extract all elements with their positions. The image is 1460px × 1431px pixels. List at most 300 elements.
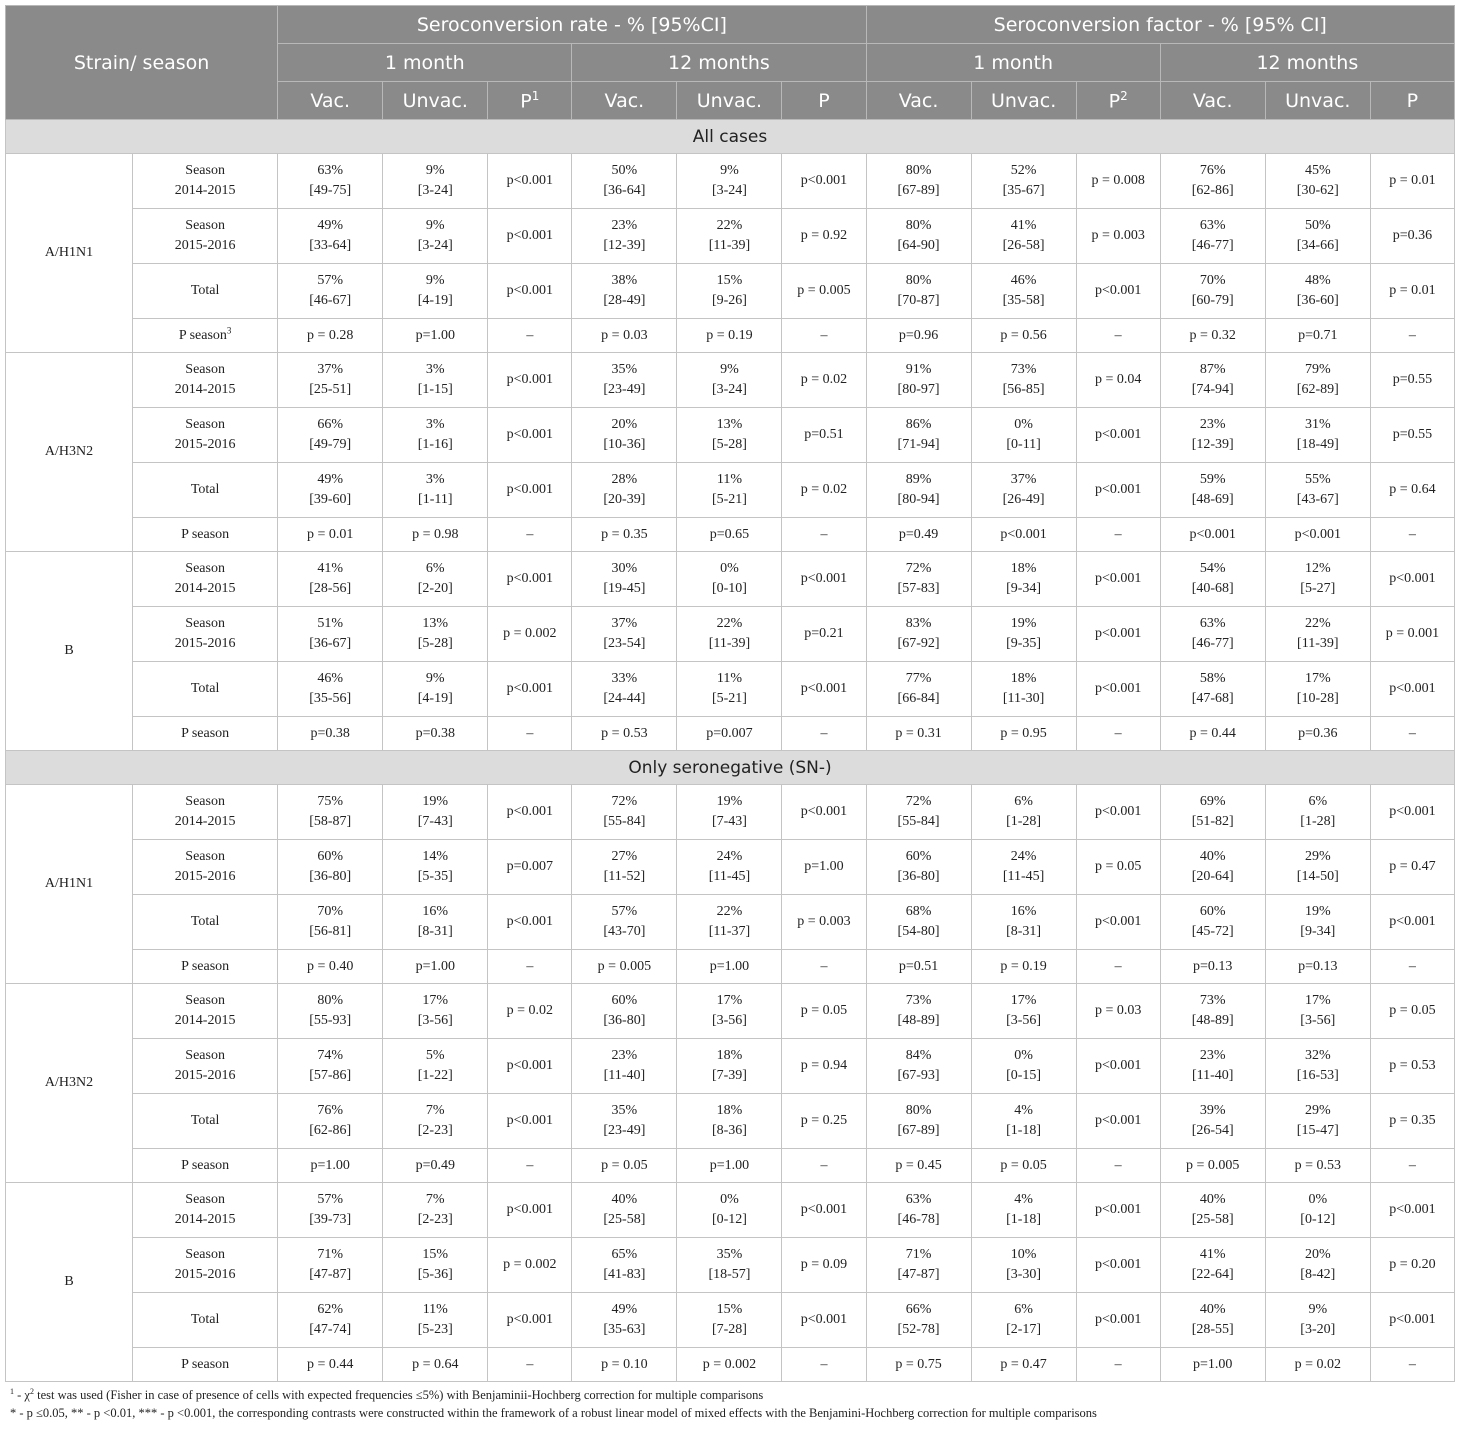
cell-value: 4% (1014, 1192, 1033, 1207)
cell-ci: [1-15] (417, 382, 453, 397)
p-value-cell (1076, 518, 1160, 552)
strain-label: B (6, 1183, 133, 1382)
table-row (6, 984, 1455, 1039)
table-row (6, 1094, 1455, 1149)
p-value-cell (488, 518, 572, 552)
col-p-header: P (782, 82, 866, 120)
cell-value: – (1408, 327, 1416, 343)
cell-value: p = 0.04 (1094, 372, 1142, 387)
table-row (6, 463, 1455, 518)
cell-ci: [11-40] (1191, 1068, 1234, 1083)
cell-ci: [48-89] (1191, 1013, 1234, 1028)
cell-ci: [12-39] (1191, 437, 1234, 452)
value-cell (278, 1039, 383, 1094)
p-value-cell (488, 895, 572, 950)
value-cell (866, 1238, 971, 1293)
value-cell (572, 950, 677, 984)
cell-value: p = 0.003 (1091, 228, 1145, 243)
cell-value: p<0.001 (506, 283, 554, 298)
cell-value: – (820, 1157, 828, 1173)
value-cell (866, 319, 971, 353)
value-cell (572, 895, 677, 950)
cell-value: p = 0.01 (1389, 283, 1436, 298)
cell-value: 62% (317, 1302, 344, 1317)
cell-value: p<0.001 (1294, 526, 1341, 542)
row-label (133, 984, 278, 1039)
cell-ci: [36-80] (897, 869, 940, 884)
value-cell (971, 264, 1076, 319)
cell-value: 73% (1199, 993, 1226, 1008)
cell-value: p<0.001 (506, 681, 554, 696)
value-cell (278, 662, 383, 717)
cell-value: 23% (611, 1048, 638, 1063)
cell-value: p<0.001 (506, 1312, 554, 1327)
cell-value: 3% (425, 417, 445, 432)
cell-value: – (526, 1157, 534, 1173)
value-cell (278, 950, 383, 984)
p-value-cell (782, 552, 866, 607)
value-cell (1265, 950, 1370, 984)
value-cell (677, 984, 782, 1039)
cell-ci: [26-58] (1002, 238, 1045, 253)
value-cell (383, 319, 488, 353)
value-cell (278, 209, 383, 264)
cell-value: 91% (905, 362, 932, 377)
cell-value: 11% (716, 671, 743, 686)
cell-ci: [39-60] (309, 492, 352, 507)
table-row (6, 209, 1455, 264)
p-value-cell (1076, 1183, 1160, 1238)
row-label (133, 840, 278, 895)
cell-value: p=0.71 (1298, 327, 1338, 343)
value-cell (278, 463, 383, 518)
cell-value: – (1114, 327, 1122, 343)
cell-value: p<0.001 (1000, 526, 1047, 542)
cell-value: p = 0.53 (1389, 1058, 1436, 1073)
value-cell (1160, 950, 1265, 984)
cell-value: 0% (1014, 1048, 1033, 1063)
col-vac-header: Vac. (866, 82, 971, 120)
section-row (6, 751, 1455, 785)
p-value-cell (782, 1183, 866, 1238)
cell-value: 29% (1304, 1103, 1331, 1118)
cell-value: p<0.001 (1094, 482, 1142, 497)
value-cell (1265, 209, 1370, 264)
cell-ci: [70-87] (897, 293, 940, 308)
cell-ci: [11-30] (1002, 691, 1045, 706)
cell-value: 6% (1014, 1302, 1033, 1317)
cell-value: p<0.001 (1389, 914, 1436, 929)
cell-ci: [41-83] (603, 1267, 646, 1282)
value-cell (866, 408, 971, 463)
p-value-cell (1076, 662, 1160, 717)
cell-value: p = 0.92 (800, 228, 848, 243)
cell-value: 31% (1304, 417, 1331, 432)
cell-value: p = 0.25 (800, 1113, 848, 1128)
value-cell (677, 895, 782, 950)
cell-ci: [5-23] (417, 1322, 453, 1337)
footnote-1: $^1 - \chi^2$ test was used (Fisher in case of presence of cells with expected frequencies ≤5%) with Benjaminii-Hochberg correction for multiple comparisons (10, 1386, 764, 1402)
cell-ci: [25-51] (309, 382, 352, 397)
cell-ci: [55-84] (603, 814, 646, 829)
cell-value: 73% (905, 993, 932, 1008)
cell-value: 37% (611, 616, 638, 631)
cell-ci: [35-63] (603, 1322, 646, 1337)
cell-ci: [28-56] (309, 581, 352, 596)
p-value-cell (1370, 1094, 1454, 1149)
value-cell (866, 607, 971, 662)
cell-value: p<0.001 (1094, 1058, 1142, 1073)
cell-value: 20% (1304, 1247, 1331, 1262)
row-label-line: Total (190, 283, 220, 298)
cell-value: 9% (720, 362, 739, 377)
cell-value: – (526, 1356, 534, 1372)
p-value-cell (782, 463, 866, 518)
value-cell (572, 840, 677, 895)
p-value-cell (1370, 662, 1454, 717)
value-cell (971, 895, 1076, 950)
value-cell (677, 552, 782, 607)
row-label-line: P season (178, 327, 227, 343)
value-cell (383, 1183, 488, 1238)
value-cell (572, 662, 677, 717)
col-unvac-header: Unvac. (971, 82, 1076, 120)
cell-value: p = 0.05 (601, 1157, 648, 1173)
table-row (6, 1293, 1455, 1348)
cell-value: p = 0.002 (702, 1356, 757, 1372)
cell-value: p = 0.05 (1094, 859, 1142, 874)
cell-ci: [9-35] (1006, 636, 1042, 651)
cell-ci: [4-19] (417, 293, 453, 308)
p-value-cell (1076, 1149, 1160, 1183)
cell-value: 86% (905, 417, 932, 432)
cell-value: p = 0.03 (601, 327, 648, 343)
p-value-cell (782, 1039, 866, 1094)
row-label (133, 1094, 278, 1149)
cell-value: 15% (716, 1302, 743, 1317)
strain-label: B (6, 552, 133, 751)
cell-value: – (526, 958, 534, 974)
row-label-line: P season (181, 725, 230, 741)
cell-ci: [14-50] (1296, 869, 1339, 884)
cell-ci: [35-58] (1002, 293, 1045, 308)
strain-label: A/H1N1 (6, 154, 133, 353)
row-label-line: Total (190, 914, 220, 929)
cell-value: p=0.55 (1392, 427, 1433, 442)
p-value-cell (782, 1094, 866, 1149)
cell-value: 40% (1199, 1192, 1226, 1207)
factor-12-months-header: 12 months (1160, 44, 1454, 82)
table-row (6, 353, 1455, 408)
value-cell (1265, 895, 1370, 950)
cell-value: 69% (1199, 794, 1226, 809)
cell-ci: [62-89] (1296, 382, 1339, 397)
value-cell (278, 1183, 383, 1238)
row-label (133, 552, 278, 607)
p-value-cell (782, 1293, 866, 1348)
cell-value: 63% (1199, 616, 1226, 631)
p-value-cell (488, 264, 572, 319)
cell-value: 20% (611, 417, 638, 432)
cell-ci: [3-56] (1006, 1013, 1042, 1028)
row-label (133, 950, 278, 984)
cell-value: – (526, 526, 534, 542)
factor-1-month-header: 1 month (866, 44, 1160, 82)
cell-value: p = 0.35 (601, 526, 648, 542)
cell-value: p<0.001 (1094, 626, 1142, 641)
cell-value: 27% (611, 849, 638, 864)
cell-value: p=0.49 (898, 526, 939, 542)
cell-value: p = 0.03 (1094, 1003, 1142, 1018)
cell-ci: [8-42] (1300, 1267, 1336, 1282)
cell-value: 23% (1199, 417, 1226, 432)
cell-value: p = 0.09 (800, 1257, 848, 1272)
cell-value: 40% (1199, 849, 1226, 864)
cell-ci: [11-52] (603, 869, 646, 884)
cell-ci: [55-93] (309, 1013, 352, 1028)
cell-ci: [51-82] (1191, 814, 1234, 829)
value-cell (572, 463, 677, 518)
p-value-cell (1076, 408, 1160, 463)
p-value-cell (1076, 1293, 1160, 1348)
row-label-line: P season (181, 1356, 230, 1372)
row-label-line: Season (185, 362, 225, 377)
cell-value: p<0.001 (800, 681, 848, 696)
value-cell (572, 1293, 677, 1348)
p-value-cell (488, 463, 572, 518)
cell-value: 40% (611, 1192, 638, 1207)
cell-value: 76% (317, 1103, 344, 1118)
p-value-cell (1076, 895, 1160, 950)
cell-value: – (1114, 958, 1122, 974)
cell-ci: [3-24] (711, 183, 747, 198)
cell-value: p=0.36 (1392, 228, 1433, 243)
cell-ci: [9-34] (1300, 924, 1336, 939)
value-cell (677, 1238, 782, 1293)
cell-value: p<0.001 (1094, 1113, 1142, 1128)
value-cell (1160, 209, 1265, 264)
value-cell (383, 785, 488, 840)
table-row (6, 518, 1455, 552)
section-row (6, 120, 1455, 154)
cell-value: p=0.13 (1298, 958, 1338, 974)
cell-value: 35% (611, 362, 638, 377)
row-label-line: P season (181, 1157, 230, 1173)
table-header (6, 6, 1455, 120)
table-row (6, 840, 1455, 895)
cell-ci: [56-81] (309, 924, 352, 939)
p-value-cell (488, 319, 572, 353)
cell-value: 11% (422, 1302, 448, 1317)
table-row (6, 950, 1455, 984)
row-label-line: Total (190, 482, 220, 497)
p-value-cell (1076, 209, 1160, 264)
cell-value: 72% (905, 561, 932, 576)
cell-value: p = 0.05 (800, 1003, 848, 1018)
value-cell (1160, 1293, 1265, 1348)
cell-value: p<0.001 (1094, 427, 1142, 442)
cell-value: 28% (611, 472, 638, 487)
value-cell (278, 717, 383, 751)
value-cell (1265, 1094, 1370, 1149)
value-cell (1265, 607, 1370, 662)
value-cell (866, 1094, 971, 1149)
value-cell (866, 1293, 971, 1348)
value-cell (572, 1149, 677, 1183)
row-label-line: Season (185, 163, 225, 178)
cell-ci: [43-67] (1296, 492, 1339, 507)
cell-value: – (1408, 1356, 1416, 1372)
value-cell (1160, 319, 1265, 353)
value-cell (278, 1149, 383, 1183)
row-label-line: Season (185, 1192, 225, 1207)
value-cell (1160, 463, 1265, 518)
cell-ci: [0-10] (711, 581, 747, 596)
cell-value: 16% (422, 904, 449, 919)
value-cell (383, 840, 488, 895)
cell-ci: [67-92] (897, 636, 940, 651)
value-cell (1160, 662, 1265, 717)
cell-value: p = 0.98 (412, 526, 459, 542)
p-value-cell (1076, 1039, 1160, 1094)
cell-ci: [11-39] (1297, 636, 1339, 651)
value-cell (971, 154, 1076, 209)
cell-value: 18% (1010, 671, 1037, 686)
cell-ci: [25-58] (1191, 1212, 1234, 1227)
cell-value: 72% (905, 794, 932, 809)
p-value-cell (488, 1238, 572, 1293)
cell-ci: [7-43] (417, 814, 453, 829)
cell-value: p<0.001 (506, 173, 554, 188)
cell-ci: [1-18] (1006, 1123, 1042, 1138)
cell-ci: [3-24] (417, 183, 453, 198)
value-cell (971, 552, 1076, 607)
value-cell (866, 895, 971, 950)
p-value-cell (782, 353, 866, 408)
cell-value: 59% (1199, 472, 1226, 487)
cell-value: p<0.001 (506, 372, 554, 387)
cell-ci: [23-49] (603, 382, 646, 397)
cell-ci: [1-22] (417, 1068, 453, 1083)
row-label (133, 717, 278, 751)
cell-value: 19% (1304, 904, 1331, 919)
row-label-line: 2014-2015 (174, 183, 236, 198)
row-label (133, 1293, 278, 1348)
value-cell (677, 717, 782, 751)
cell-ci: [35-67] (1002, 183, 1045, 198)
cell-ci: [26-49] (1002, 492, 1045, 507)
row-label-line: Season (185, 616, 225, 631)
value-cell (383, 209, 488, 264)
cell-value: 19% (1010, 616, 1037, 631)
row-label (133, 319, 278, 353)
p-value-cell (782, 895, 866, 950)
cell-value: 17% (1010, 993, 1037, 1008)
cell-ci: [36-80] (603, 1013, 646, 1028)
cell-value: p = 0.19 (1000, 958, 1047, 974)
cell-value: – (1408, 958, 1416, 974)
col-unvac-header: Unvac. (383, 82, 488, 120)
value-cell (971, 785, 1076, 840)
p-value-cell (488, 1183, 572, 1238)
value-cell (866, 785, 971, 840)
footnote-2: * - p ≤0.05, ** - p <0.01, *** - p <0.001, the corresponding contrasts were constructed within the framework of a robust linear model of mixed effects with the Benjamini-Hochberg correction for multiple comparisons (10, 1406, 1097, 1420)
value-cell (1265, 518, 1370, 552)
cell-value: 0% (720, 1192, 739, 1207)
row-label (133, 1238, 278, 1293)
p-value-cell (488, 717, 572, 751)
cell-value: 16% (1010, 904, 1037, 919)
cell-ci: [57-83] (897, 581, 940, 596)
value-cell (971, 518, 1076, 552)
cell-value: 7% (425, 1192, 445, 1207)
cell-ci: [22-64] (1191, 1267, 1234, 1282)
value-cell (572, 209, 677, 264)
value-cell (278, 319, 383, 353)
row-label-line: Total (190, 1113, 220, 1128)
cell-value: p<0.001 (800, 571, 848, 586)
value-cell (866, 209, 971, 264)
table-row (6, 1149, 1455, 1183)
cell-value: – (820, 958, 828, 974)
cell-ci: [2-23] (417, 1123, 453, 1138)
value-cell (278, 607, 383, 662)
cell-ci: [5-28] (711, 437, 747, 452)
value-cell (1160, 408, 1265, 463)
cell-value: 71% (317, 1247, 344, 1262)
rate-1-month-header: 1 month (278, 44, 572, 82)
cell-value: p=0.49 (415, 1157, 455, 1173)
cell-value: – (820, 526, 828, 542)
cell-value: – (1408, 725, 1416, 741)
cell-value: p=0.36 (1298, 725, 1338, 741)
cell-value: 17% (716, 993, 743, 1008)
p-value-cell (1370, 607, 1454, 662)
p-value-cell (488, 408, 572, 463)
cell-ci: [15-47] (1296, 1123, 1339, 1138)
value-cell (572, 518, 677, 552)
p-value-cell (1370, 1039, 1454, 1094)
p-value-cell (488, 607, 572, 662)
col-p-header: $P^1$ (488, 82, 572, 120)
value-cell (971, 840, 1076, 895)
row-label (133, 895, 278, 950)
cell-value: p=0.55 (1392, 372, 1433, 387)
cell-value: p = 0.02 (506, 1003, 554, 1018)
results-table-figure (5, 5, 1455, 1420)
cell-value: 89% (905, 472, 932, 487)
p-value-cell (1076, 264, 1160, 319)
value-cell (971, 1039, 1076, 1094)
cell-value: 49% (317, 218, 344, 233)
cell-ci: [46-67] (309, 293, 352, 308)
cell-value: p = 0.47 (1000, 1356, 1047, 1372)
cell-ci: [5-27] (1300, 581, 1336, 596)
strain-label: A/H3N2 (6, 984, 133, 1183)
value-cell (866, 984, 971, 1039)
value-cell (677, 264, 782, 319)
cell-ci: [19-45] (603, 581, 646, 596)
cell-ci: [55-84] (897, 814, 940, 829)
cell-value: p = 0.005 (797, 283, 851, 298)
cell-value: p<0.001 (1094, 571, 1142, 586)
cell-value: 49% (317, 472, 344, 487)
cell-value: p<0.001 (506, 1058, 554, 1073)
cell-ci: [16-53] (1296, 1068, 1339, 1083)
seroconversion-table (5, 5, 1455, 1382)
cell-value: 40% (1199, 1302, 1226, 1317)
cell-ci: [71-94] (897, 437, 940, 452)
